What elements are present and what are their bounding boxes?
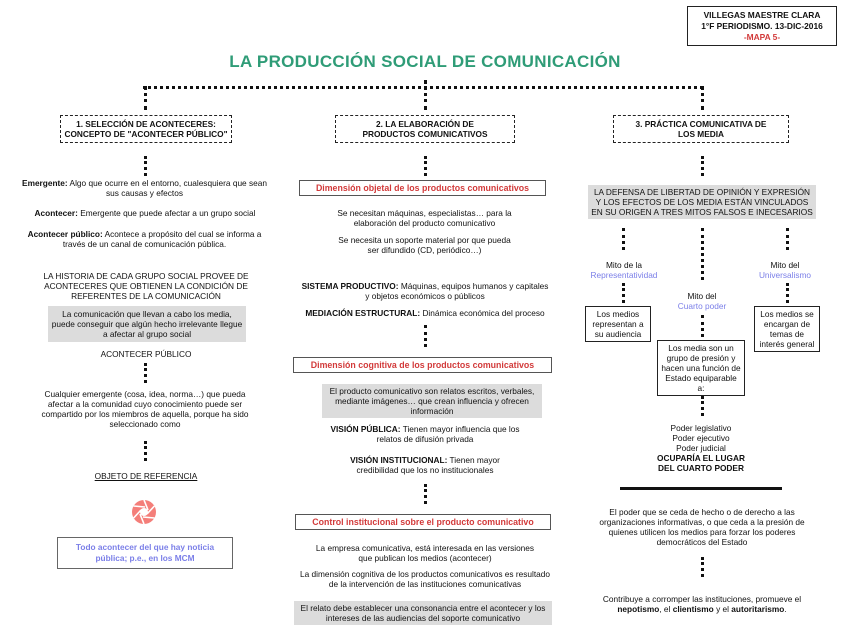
necesitan-text: Se necesitan máquinas, especialistas… para la elaboración del producto comunicativo [337,208,512,228]
mito-cuarto-prefix: Mito del [687,291,717,301]
sistema-productivo [300,281,550,301]
acontecer-publico-label: ACONTECER PÚBLICO [100,349,192,359]
ocuparia-line2: DEL CUARTO PODER [658,463,744,473]
col2-gray-bottom: El relato debe establecer una consonancia entre el acontecer y los intereses de las audiencias del soporte comunicativo [294,601,552,625]
author-name: VILLEGAS MAESTRE CLARA [703,10,821,20]
connector [701,86,704,110]
acontecer-publico-term: Acontecer público: [27,229,103,239]
dimension-text: La dimensión cognitiva de los productos comunicativos es resultado de la intervención de las instituciones comunicativas [300,569,550,589]
col2-gray-note: El producto comunicativo son relatos escritos, verbales, mediante imágenes… que crean influencia y ofrecen información [322,384,542,418]
autoritarismo: autoritarismo [731,604,785,614]
mito-univ-prefix: Mito del [770,260,800,270]
col3-heading [613,115,789,143]
poder-text: El poder que se ceda de hecho o de derecho a las organizaciones informativas, o que ceda a la presión de quienes utilicen los medios para forzar los poderes democráticos del Estado [599,507,805,547]
connector [622,283,625,303]
connector [144,86,147,110]
col2-heading-line1: 2. LA ELABORACIÓN DE [376,119,474,129]
connector [144,363,147,383]
author-box [687,6,837,46]
objeto-referencia: OBJETO DE REFERENCIA [94,471,198,481]
col3-gray-top: LA DEFENSA DE LIBERTAD DE OPINIÓN Y EXPRESIÓN Y LOS EFECTOS DE LOS MEDIA ESTÁN VINCULADOS EN SU ORIGEN A TRES MITOS FALSOS E INECESARIOS [588,185,816,219]
mediacion-estructural [285,308,565,318]
empresa-text: La empresa comunicativa, está interesada en las versiones que publican los medios (acontecer) [315,543,535,563]
connector [786,228,789,250]
clientismo: clientismo [672,604,714,614]
connector [701,557,704,577]
poder-legislativo: Poder legislativo [670,423,732,433]
poderes-list [631,423,771,473]
historia-text: LA HISTORIA DE CADA GRUPO SOCIAL PROVEE DE ACONTECERES QUE OBTIENEN LA CONDICIÓN DE REFERENTES DE LA COMUNICACIÓN [43,271,249,301]
divider-line [620,487,782,490]
contribuye-pre: Contribuye a corromper las instituciones, promueve el [602,594,802,604]
sep1: , el [659,604,671,614]
vision-publica [330,424,520,444]
vision-institucional-text: Tienen mayor credibilidad que los no institucionales [356,455,500,475]
vision-publica-text: Tienen mayor influencia que los relatos de difusión privada [376,424,520,444]
mediacion-term: MEDIACIÓN ESTRUCTURAL: [305,308,421,318]
course-date: 1°F PERIODISMO. 13-DIC-2016 [701,21,823,31]
box-universalismo: Los medios se encargan de temas de interés general [754,306,820,352]
poder-ejecutivo: Poder ejecutivo [672,433,730,443]
emergente-definition [22,178,267,198]
soporte-text: Se necesita un soporte material por que pueda ser difundido (CD, periódico…) [338,235,511,255]
mito-rep-prefix: Mito de la [606,260,642,270]
mito-universalismo [740,260,830,280]
mito-representatividad [574,260,674,280]
vision-publica-term: VISIÓN PÚBLICA: [330,424,401,434]
connector [424,325,427,347]
col1-heading-line2: CONCEPTO DE "ACONTECER PÚBLICO" [64,129,228,139]
box-representatividad: Los medios representan a su audiencia [585,306,651,342]
sistema-text: Máquinas, equipos humanos y capitales y objetos económicos o públicos [365,281,549,301]
page-title: LA PRODUCCIÓN SOCIAL DE COMUNICACIÓN [229,52,621,71]
connector [701,315,704,337]
connector [622,228,625,250]
col3-heading-line2: LOS MEDIA [677,129,725,139]
aperture-icon [131,499,157,525]
acontecer-publico-definition [22,229,267,249]
box-cuarto-poder: Los media son un grupo de presión y hacen una función de Estado equiparable a: [657,340,745,396]
poder-judicial: Poder judicial [676,443,726,453]
acontecer-definition [16,208,274,218]
col2-heading-line2: PRODUCTOS COMUNICATIVOS [362,129,488,139]
acontecer-text: Emergente que puede afectar a un grupo social [80,208,256,218]
connector [424,484,427,504]
emergente-term: Emergente: [22,178,68,188]
control-institucional-box: Control institucional sobre el producto comunicativo [295,514,551,530]
acontecer-term: Acontecer: [34,208,78,218]
map-label: -MAPA 5- [743,32,781,42]
dimension-cognitiva-box: Dimensión cognitiva de los productos comunicativos [293,357,552,373]
sistema-term: SISTEMA PRODUCTIVO: [301,281,399,291]
cualquier-emergente: Cualquier emergente (cosa, idea, norma…) que pueda afectar a la comunidad cuyo conocimiento puede ser compartido por los miembros de aquella, porque ha sido seleccionado como [41,389,249,429]
mito-univ-name: Universalismo [758,270,812,280]
ocuparia-line1: OCUPARÍA EL LUGAR [657,453,745,463]
sep2: y el [716,604,729,614]
connector [701,228,704,280]
nepotismo: nepotismo [617,604,660,614]
col1-footer-text: Todo acontecer del que hay noticia pública; p.e., en los MCM [75,542,215,563]
connector [424,156,427,176]
connector [701,156,704,176]
col2-heading [335,115,515,143]
top-connector [143,86,703,89]
col1-heading [60,115,232,143]
connector [424,80,427,110]
connector [144,156,147,176]
mito-cuarto-poder [654,291,750,311]
col1-gray-note: La comunicación que llevan a cabo los media, puede conseguir que algún hecho irrelevante llegue a afectar al grupo social [48,306,246,342]
connector [701,396,704,416]
dimension-objetal-box: Dimensión objetal de los productos comunicativos [299,180,546,196]
col3-heading-line1: 3. PRÁCTICA COMUNICATIVA DE [635,119,767,129]
connector [786,283,789,303]
mito-cuarto-name: Cuarto poder [677,301,727,311]
connector [144,441,147,461]
vision-institucional [330,455,520,475]
acontecer-publico-text: Acontece a propósito del cual se informa a través de un canal de comunicación pública. [62,229,262,249]
end: . [784,604,787,614]
col1-footer-box [57,537,233,569]
vision-institucional-term: VISIÓN INSTITUCIONAL: [350,455,448,465]
contribuye-text [584,594,820,614]
mito-rep-name: Representatividad [590,270,658,280]
emergente-text: Algo que ocurre en el entorno, cualesquiera que sean sus causas y efectos [69,178,267,198]
col1-heading-line1: 1. SELECCIÓN DE ACONTECERES: [76,119,216,129]
mediacion-text: Dinámica económica del proceso [422,308,545,318]
